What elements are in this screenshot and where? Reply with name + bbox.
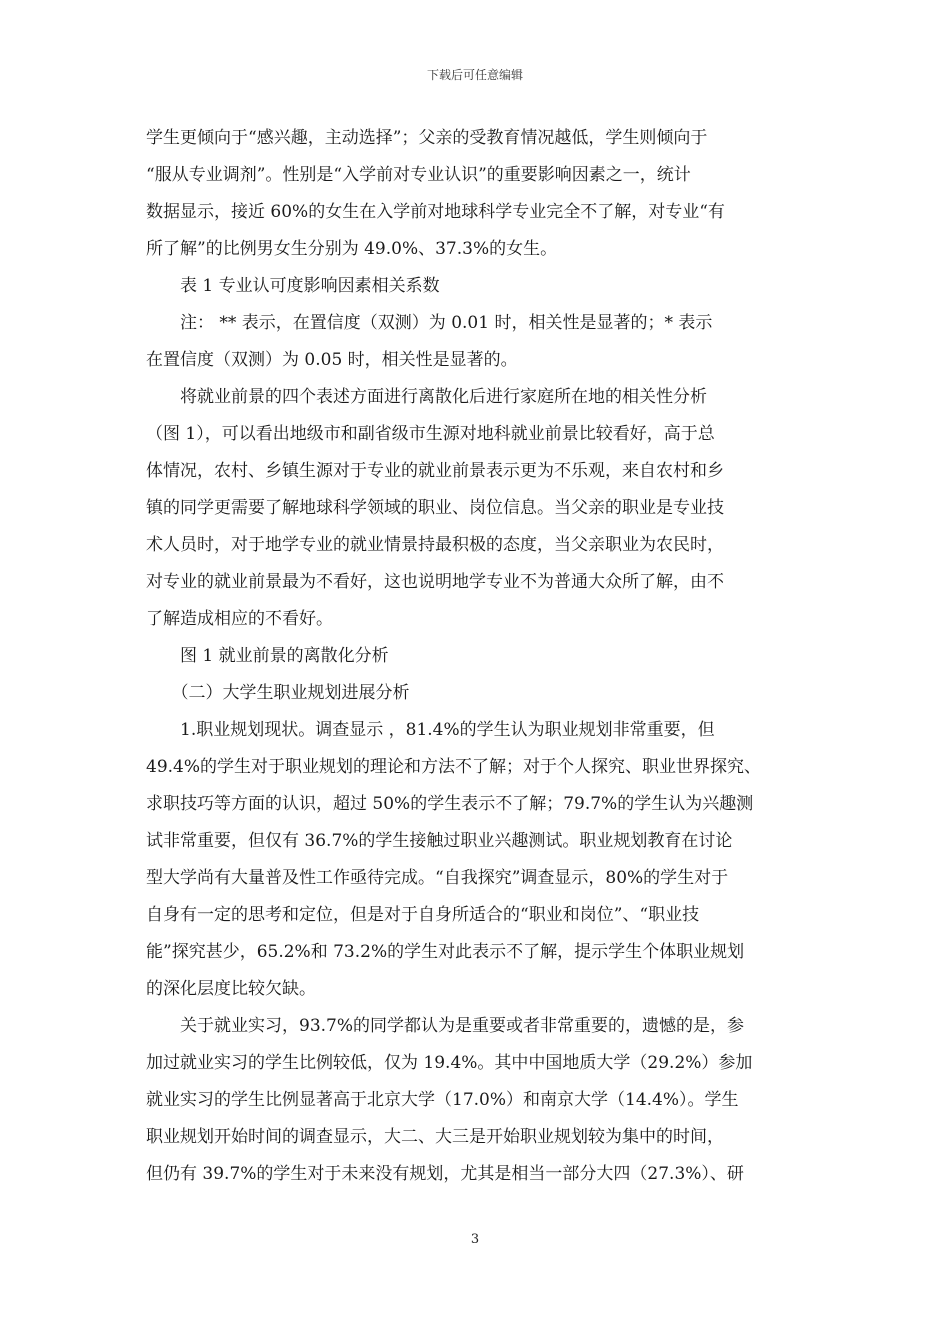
- paragraph-2: [146, 379, 806, 638]
- text-line: 表 1 专业认可度影响因素相关系数: [146, 276, 440, 296]
- text-line: 将就业前景的四个表述方面进行离散化后进行家庭所在地的相关性分析: [146, 387, 707, 407]
- text-line: 所了解”的比例男女生分别为 49.0%、37.3%的女生。: [146, 239, 558, 259]
- paragraph-3: [146, 712, 806, 1008]
- text-line: 学生更倾向于“感兴趣，主动选择”；父亲的受教育情况越低，学生则倾向于: [146, 128, 708, 148]
- text-line: 自身有一定的思考和定位，但是对于自身所适合的“职业和岗位”、“职业技: [146, 905, 700, 925]
- table-note: [146, 305, 806, 379]
- text-line: 的深化层度比较欠缺。: [146, 979, 316, 999]
- page-header: 下载后可任意编辑: [426, 68, 523, 82]
- text-line: 求职技巧等方面的认识，超过 50%的学生表示不了解；79.7%的学生认为兴趣测: [146, 794, 754, 814]
- text-line: 就业实习的学生比例显著高于北京大学（17.0%）和南京大学（14.4%）。学生: [146, 1090, 739, 1110]
- text-line: 加过就业实习的学生比例较低，仅为 19.4%。其中中国地质大学（29.2%）参加: [146, 1053, 753, 1073]
- text-line: 能”探究甚少，65.2%和 73.2%的学生对此表示不了解，提示学生个体职业规划: [146, 942, 745, 962]
- text-line: 体情况，农村、乡镇生源对于专业的就业前景表示更为不乐观，来自农村和乡: [146, 461, 724, 481]
- section-heading: [146, 675, 806, 712]
- text-line: 术人员时，对于地学专业的就业情景持最积极的态度，当父亲职业为农民时，: [146, 535, 724, 555]
- text-line: 关于就业实习，93.7%的同学都认为是重要或者非常重要的，遗憾的是，参: [146, 1016, 745, 1036]
- text-line: （图 1），可以看出地级市和副省级市生源对地科就业前景比较看好，高于总: [146, 424, 715, 444]
- text-line: 对专业的就业前景最为不看好，这也说明地学专业不为普通大众所了解，由不: [146, 572, 724, 592]
- text-line: 镇的同学更需要了解地球科学领域的职业、岗位信息。当父亲的职业是专业技: [146, 498, 724, 518]
- paragraph-4: [146, 1008, 806, 1193]
- text-line: 注： ** 表示，在置信度（双测）为 0.01 时，相关性是显著的；* 表示: [146, 313, 713, 333]
- figure-caption: [146, 638, 806, 675]
- text-line: 49.4%的学生对于职业规划的理论和方法不了解；对于个人探究、职业世界探究、: [146, 757, 762, 777]
- text-line: 在置信度（双测）为 0.05 时，相关性是显著的。: [146, 350, 518, 370]
- paragraph-1: [146, 120, 806, 268]
- text-line: 数据显示，接近 60%的女生在入学前对地球科学专业完全不了解，对专业“有: [146, 202, 725, 222]
- text-line: 1.职业规划现状。调查显示 ，81.4%的学生认为职业规划非常重要，但: [146, 720, 715, 740]
- page-number: 3: [470, 1232, 480, 1247]
- text-line: 型大学尚有大量普及性工作亟待完成。“自我探究”调查显示，80%的学生对于: [146, 868, 729, 888]
- text-line: 试非常重要，但仅有 36.7%的学生接触过职业兴趣测试。职业规划教育在讨论: [146, 831, 733, 851]
- text-line: “服从专业调剂”。性别是“入学前对专业认识”的重要影响因素之一，统计: [146, 165, 691, 185]
- table-caption: [146, 268, 806, 305]
- document-body: [146, 120, 806, 1193]
- text-line: （二）大学生职业规划进展分析: [146, 683, 410, 703]
- text-line: 职业规划开始时间的调查显示，大二、大三是开始职业规划较为集中的时间，: [146, 1127, 724, 1147]
- text-line: 了解造成相应的不看好。: [146, 609, 333, 629]
- text-line: 但仍有 39.7%的学生对于未来没有规划，尤其是相当一部分大四（27.3%）、研: [146, 1164, 744, 1184]
- text-line: 图 1 就业前景的离散化分析: [146, 646, 389, 666]
